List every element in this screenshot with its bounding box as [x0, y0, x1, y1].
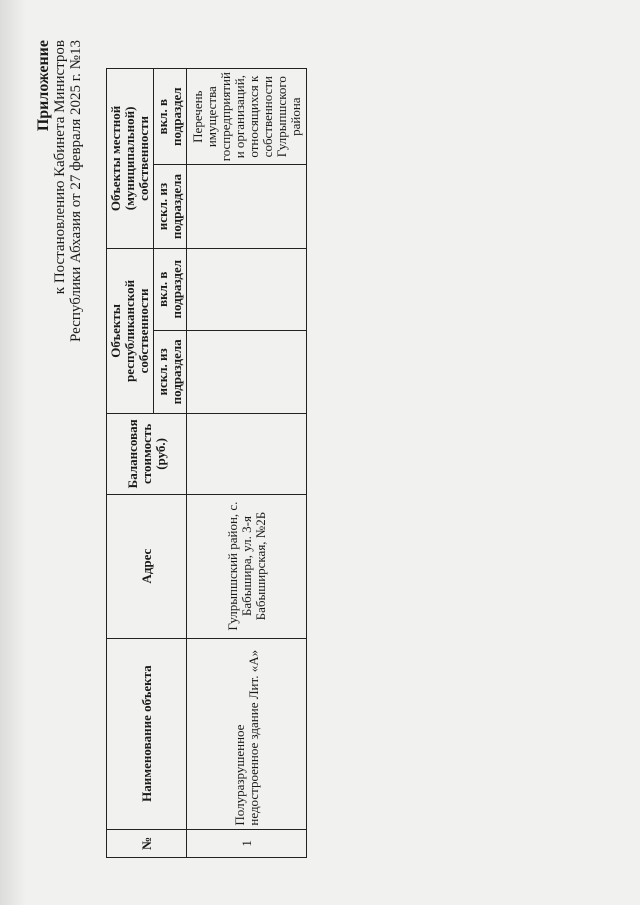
- header-address: Адрес: [107, 494, 187, 638]
- cell-balance: [187, 414, 307, 495]
- cell-address: Гулрыпшский район, с. Бабышира, ул. 3-я Бабыширская, №2Б: [187, 494, 307, 638]
- header-rep-excluded: искл. из подраздела: [154, 330, 187, 413]
- cell-mun-excluded: [187, 165, 307, 248]
- header-municipal-property: Объекты местной (муниципальной) собственности: [107, 69, 154, 249]
- cell-rep-excluded: [187, 330, 307, 413]
- table-row: [187, 69, 307, 858]
- cell-rep-included: [187, 248, 307, 330]
- header-object-name: Наименование объекта: [107, 638, 187, 829]
- appendix-title: Приложение: [35, 40, 52, 132]
- header-line-1: к Постановлению Кабинета Министров: [52, 40, 68, 295]
- cell-mun-included: Перечень имущества госпредприятий и организаций, относящихся к собственности Гулрыпшского района: [187, 69, 307, 165]
- header-number: №: [107, 829, 187, 857]
- header-mun-excluded: искл. из подраздела: [154, 165, 187, 248]
- cell-object-name: Полуразрушенное недостроенное здание Лит. «А»: [187, 638, 307, 829]
- header-rep-included: вкл. в подраздел: [154, 248, 187, 330]
- cell-number: 1: [187, 829, 307, 857]
- table-header-row: [107, 69, 154, 858]
- header-balance-value: Балансовая стоимость (руб.): [107, 414, 187, 495]
- header-line-2: Республики Абхазия от 27 февраля 2025 г. №13: [68, 40, 84, 342]
- header-mun-included: вкл. в подраздел: [154, 69, 187, 165]
- document-header: [36, 40, 84, 460]
- property-table: [106, 68, 307, 858]
- header-republic-property: Объекты республиканской собственности: [107, 248, 154, 413]
